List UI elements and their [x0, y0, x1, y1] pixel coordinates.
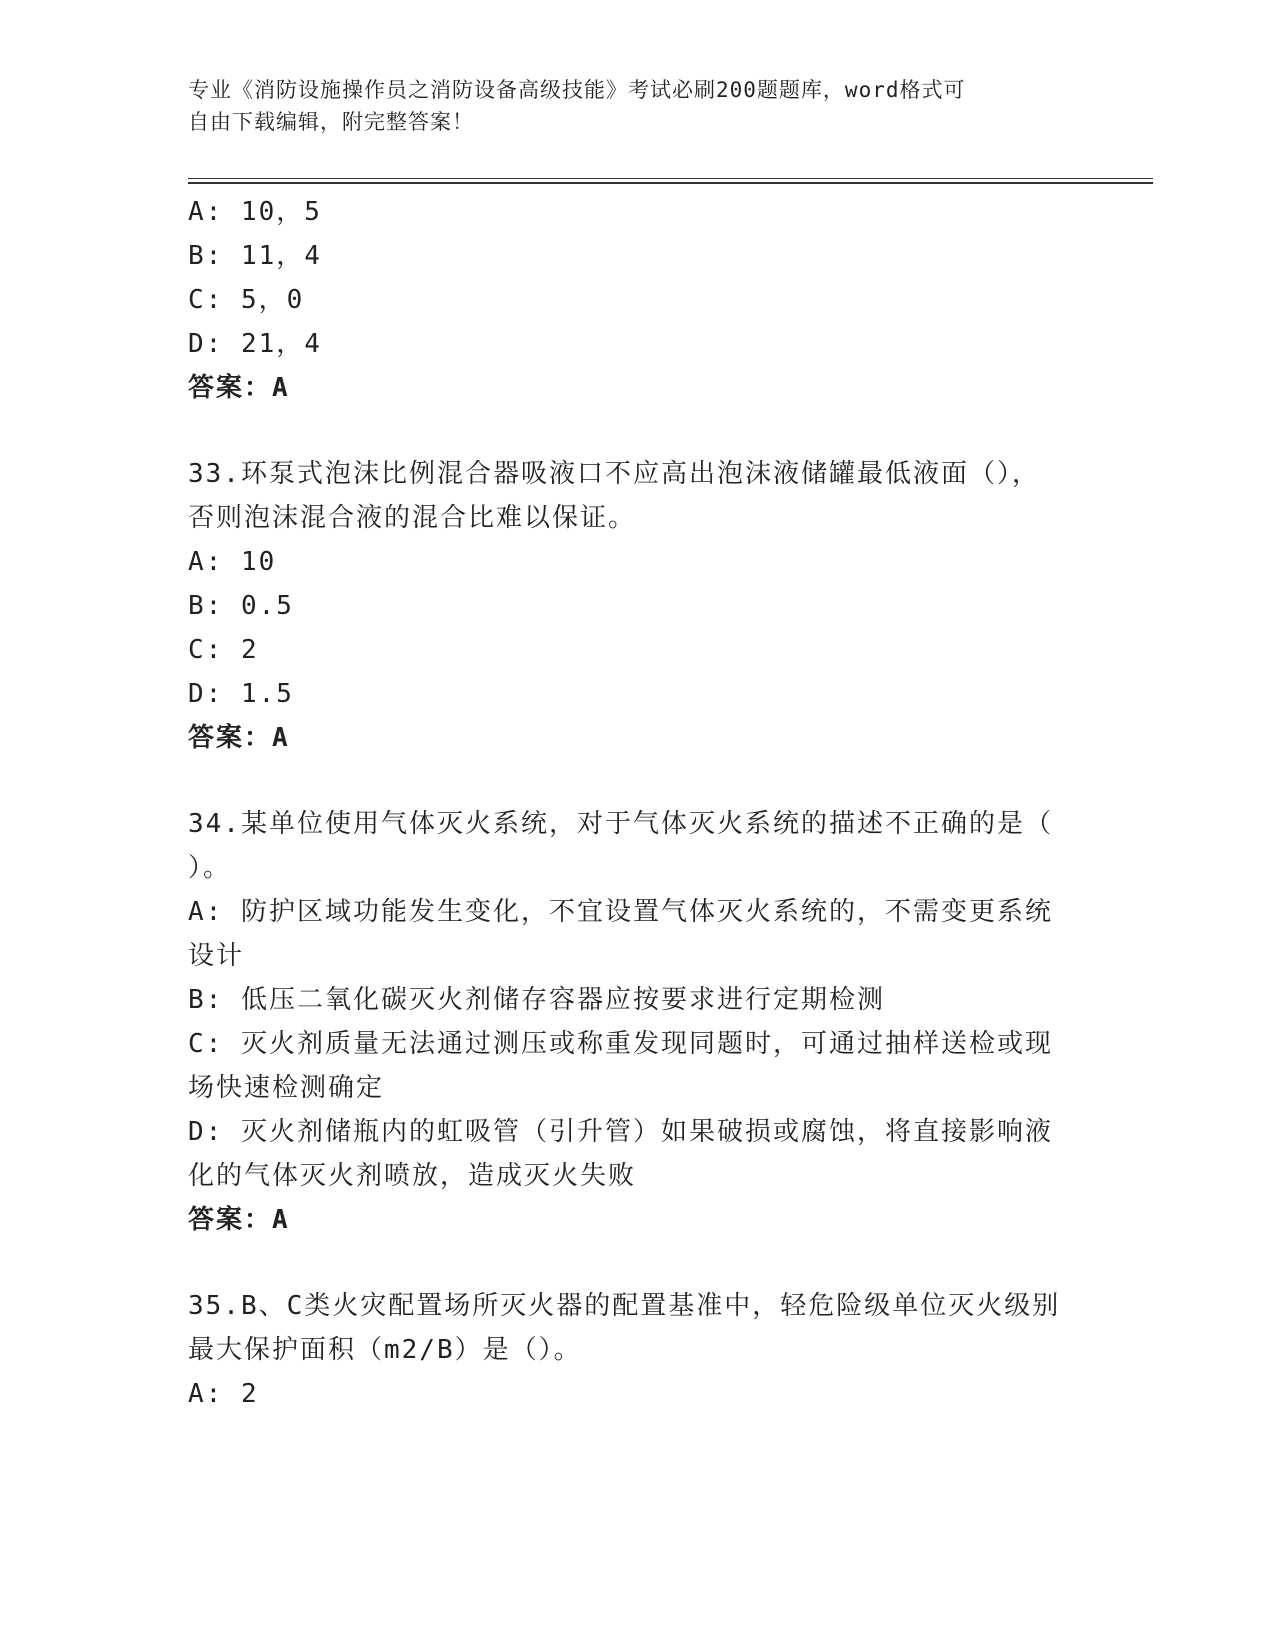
q32-option-b: B: 11，4: [188, 241, 322, 271]
q34-option-c: C: 灭火剂质量无法通过测压或称重发现同题时，可通过抽样送检或现: [188, 1029, 1053, 1059]
q33-option-d: D: 1.5: [188, 679, 294, 709]
q33-stem-line-1: 33.环泵式泡沫比例混合器吸液口不应高出泡沫液储罐最低液面（），: [188, 459, 1040, 489]
q33-option-c: C: 2: [188, 635, 259, 665]
q34-option-b: B: 低压二氧化碳灭火剂储存容器应按要求进行定期检测: [188, 985, 885, 1015]
q32-option-c: C: 5，0: [188, 285, 305, 315]
q34-answer: 答案：A: [188, 1205, 290, 1235]
header-line-2: 自由下载编辑，附完整答案！: [188, 110, 474, 134]
q34-stem-line-2: ）。: [188, 853, 232, 883]
q34-option-d: D: 灭火剂储瓶内的虹吸管（引升管）如果破损或腐蚀，将直接影响液: [188, 1117, 1053, 1147]
header-line-1: 专业《消防设施操作员之消防设备高级技能》考试必刷200题题库，word格式可: [188, 78, 966, 102]
document-header: [188, 74, 1068, 138]
q35-stem-line-2: 最大保护面积（m2/B）是（）。: [188, 1335, 582, 1365]
q34-option-c-cont: 场快速检测确定: [188, 1073, 385, 1103]
q33-option-a: A: 10: [188, 547, 277, 577]
q32-option-a: A: 10，5: [188, 197, 322, 227]
header-divider-thick: [188, 182, 1153, 184]
q35-option-a: A: 2: [188, 1379, 259, 1409]
q32-option-d: D: 21，4: [188, 329, 322, 359]
q33-answer: 答案：A: [188, 723, 290, 753]
q33-stem-line-2: 否则泡沫混合液的混合比难以保证。: [188, 503, 637, 533]
q34-option-a-cont: 设计: [188, 941, 245, 971]
q34-stem-line-1: 34.某单位使用气体灭火系统，对于气体灭火系统的描述不正确的是（: [188, 809, 1053, 839]
q34-option-a: A: 防护区域功能发生变化，不宜设置气体灭火系统的，不需变更系统: [188, 897, 1053, 927]
q32-answer: 答案：A: [188, 373, 290, 403]
q35-stem-line-1: 35.B、C类火灾配置场所灭火器的配置基准中，轻危险级单位灭火级别: [188, 1291, 1061, 1321]
q33-option-b: B: 0.5: [188, 591, 294, 621]
q34-option-d-cont: 化的气体灭火剂喷放，造成灭火失败: [188, 1161, 637, 1191]
header-divider-thin: [188, 178, 1153, 179]
